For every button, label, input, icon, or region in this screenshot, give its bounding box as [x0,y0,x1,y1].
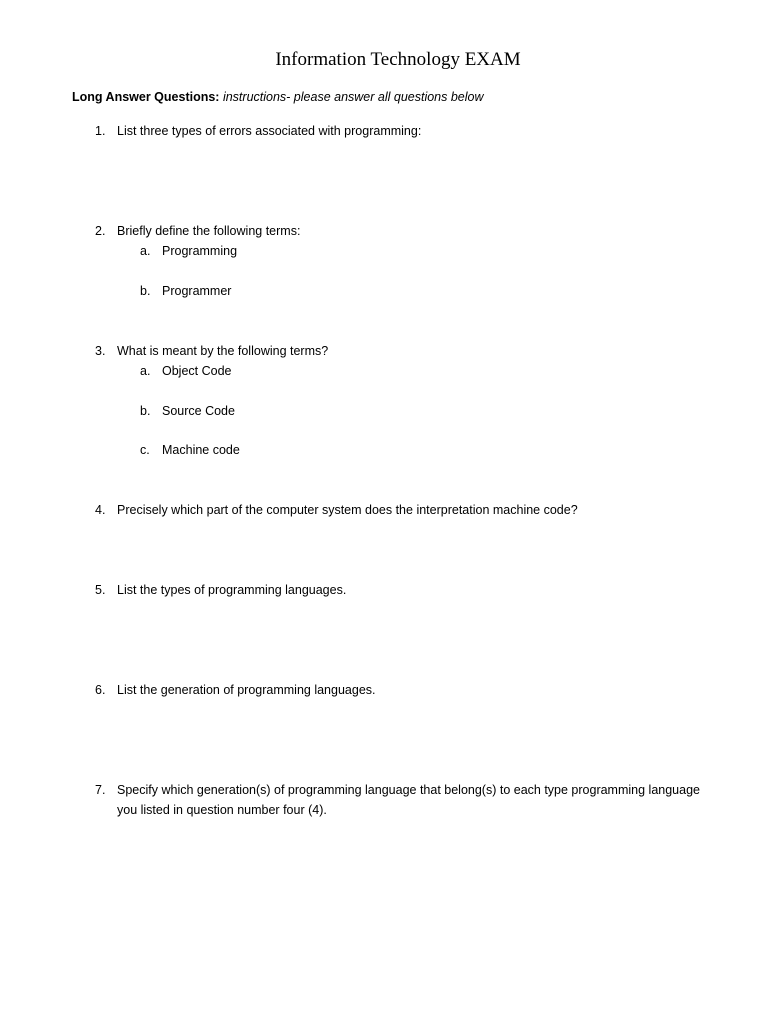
part-text: Programmer [162,284,232,298]
question-text: List the generation of programming languages. [117,683,376,697]
question-number: 3. [95,344,106,358]
part-letter: a. [140,364,151,378]
part-text: Machine code [162,443,240,457]
instructions-line [72,89,484,106]
question-number: 1. [95,124,106,138]
question-text: Precisely which part of the computer system does the interpretation machine code? [117,503,578,517]
question-number: 5. [95,583,106,597]
question-text: Briefly define the following terms: [117,224,301,238]
question-text: What is meant by the following terms? [117,344,329,358]
part-text: Source Code [162,404,235,418]
instructions-text: instructions- please answer all questions below [222,90,484,104]
part-letter: b. [140,284,151,298]
part-text: Object Code [162,364,232,378]
section-label: Long Answer Questions: [72,90,220,104]
question-number: 2. [95,224,106,238]
part-letter: c. [140,443,150,457]
question-text: List three types of errors associated with programming: [117,124,422,138]
part-letter: b. [140,404,151,418]
page-title: Information Technology EXAM [275,49,521,70]
question-number: 6. [95,683,106,697]
question-text: Specify which generation(s) of programming language that belong(s) to each type programming language you listed in question number four (4). [117,783,700,817]
part-text: Programming [162,244,238,258]
part-letter: a. [140,244,151,258]
question-text: List the types of programming languages. [117,583,347,597]
question-number: 7. [95,783,106,797]
question-number: 4. [95,503,106,517]
